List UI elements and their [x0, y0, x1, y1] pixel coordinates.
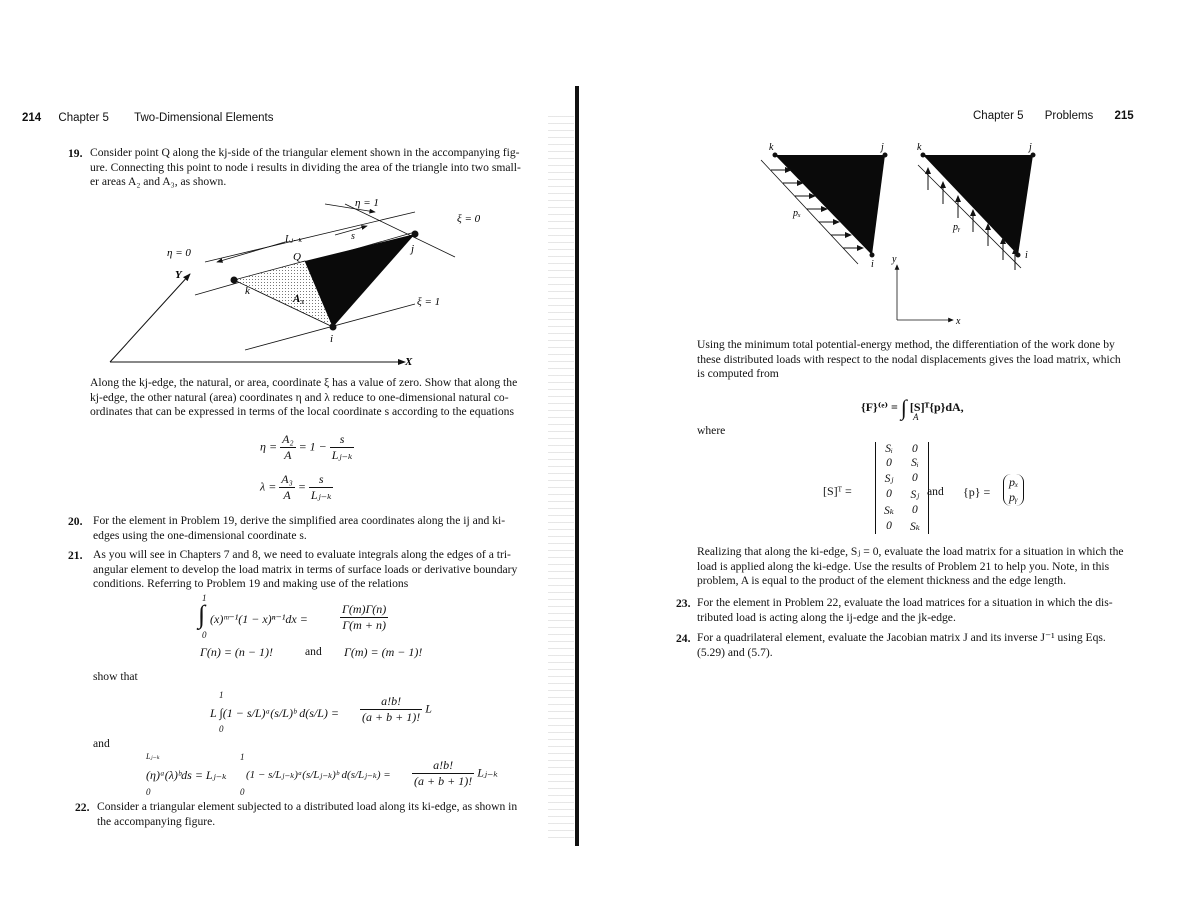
ST-cell: Sₖ	[909, 521, 920, 533]
problem-24-text	[697, 631, 1167, 660]
eq-lambda-frac1	[279, 472, 295, 503]
realizing-line: problem, A is equal to the product of the element thickness and the edge length.	[697, 574, 1066, 587]
problem-20-line: For the element in Problem 19, derive the simplified area coordinates along the ij and ki-	[93, 514, 506, 527]
ST-cell: Sᵢ	[885, 443, 893, 455]
res2-lower-b: 0	[240, 787, 245, 797]
label-k: k	[245, 285, 250, 297]
gamma-m: Γ(m) = (m − 1)!	[344, 645, 423, 659]
label-i-left: i	[871, 259, 874, 270]
result-2-frac	[412, 758, 498, 789]
problem-19-line: Consider point Q along the kj-side of the triangular element shown in the accompanying fig-	[90, 146, 520, 159]
F-lhs: {F}⁽ᵉ⁾ =	[861, 400, 898, 414]
p-vector	[1003, 474, 1024, 506]
problem-19-after-line: ordinates that can be expressed in terms of the local coordinate s according to the equations	[90, 405, 514, 418]
right-chapter-title: Problems	[1044, 110, 1094, 122]
label-k-right: k	[917, 142, 922, 153]
label-s: s	[351, 231, 355, 242]
node-k	[231, 277, 238, 284]
triangle-py	[923, 155, 1033, 255]
label-Q: Q	[293, 251, 301, 263]
ST-cell: Sₖ	[884, 505, 894, 517]
problem-24-number: 24.	[676, 632, 691, 645]
label-j-left: j	[881, 142, 884, 153]
intro-line: these distributed loads with respect to the nodal displacements gives the load matrix, which	[697, 352, 1121, 366]
F-sub: A	[913, 412, 919, 422]
left-header	[22, 112, 273, 124]
problem-20-text	[93, 514, 553, 543]
rel-frac	[340, 602, 388, 633]
label-k-left: k	[769, 142, 774, 153]
problem-19-text	[90, 146, 550, 190]
label-j: j	[411, 243, 415, 255]
realizing-line: Realizing that along the ki-edge, Sⱼ = 0, evaluate the load matrix for a situation in which the	[697, 545, 1124, 558]
intro-text	[697, 338, 1157, 382]
res2-upper-b: 1	[240, 752, 245, 762]
result-2-mid: (1 − s/Lⱼ₋ₖ)ᵃ(s/Lⱼ₋ₖ)ᵇ d(s/Lⱼ₋ₖ) =	[246, 769, 391, 781]
problem-21-line: As you will see in Chapters 7 and 8, we need to evaluate integrals along the edges of a tri-	[93, 548, 511, 561]
rel-den: Γ(m + n)	[342, 618, 386, 632]
F-integrand: [S]ᵀ{p}dA,	[909, 400, 964, 414]
ST-label: [S]ᵀ =	[823, 484, 852, 498]
label-j-right: j	[1029, 142, 1032, 153]
result-1-frac	[360, 694, 432, 725]
left-page	[0, 0, 578, 918]
label-x-small: x	[956, 316, 961, 327]
problem-21-number: 21.	[68, 549, 83, 562]
res2-tail: Lⱼ₋ₖ	[477, 765, 498, 780]
and-label: and	[93, 737, 110, 750]
eq-eta-num2: s	[330, 432, 355, 448]
rel-num: Γ(m)Γ(n)	[342, 602, 387, 616]
rel-lower: 0	[202, 630, 207, 640]
problem-20-line: edges using the one-dimensional coordinate s.	[93, 528, 307, 542]
triangle-figure	[105, 192, 485, 372]
eq-eta-lhs: η =	[260, 439, 278, 454]
node-k-left	[773, 153, 778, 158]
label-xi1: ξ = 1	[417, 296, 441, 308]
ST-cell: 0	[886, 457, 892, 469]
L-arrow	[217, 242, 285, 262]
res1-lower: 0	[219, 724, 224, 734]
ST-cell: 0	[886, 488, 892, 500]
problem-21-text	[93, 548, 553, 592]
result-1: L ∫(1 − s/L)ᵃ(s/L)ᵇ d(s/L) =	[210, 706, 339, 720]
y-axis	[110, 274, 190, 362]
p-y: pᵧ	[1009, 490, 1018, 504]
ST-cell: 0	[912, 443, 918, 455]
eq-lambda-den: A	[283, 488, 291, 502]
problem-19-line: er areas A₂ and A₃, as shown.	[90, 175, 227, 188]
and-word: and	[927, 485, 944, 498]
label-A3: A₃	[293, 293, 305, 305]
intro-line: is computed from	[697, 367, 779, 380]
gamma-n: Γ(n) = (n − 1)!	[200, 645, 274, 659]
p-x: pₓ	[1009, 475, 1019, 489]
eq-lambda-num2: s	[309, 472, 334, 488]
right-chapter: Chapter 5	[973, 110, 1024, 122]
res2-num: a!b!	[412, 758, 474, 774]
problem-22-line: Consider a triangular element subjected to a distributed load along its ki-edge, as shown in	[97, 800, 518, 813]
left-chapter: Chapter 5	[58, 112, 109, 124]
res1-num: a!b!	[360, 694, 422, 710]
right-page	[583, 0, 1188, 918]
problem-19-line: ure. Connecting this point to node i results in dividing the area of the triangle into two small-	[90, 160, 521, 174]
left-chapter-title: Two-Dimensional Elements	[134, 112, 274, 124]
triangle-px	[775, 155, 885, 255]
p-label: {p} =	[963, 485, 991, 499]
problem-24-line: (5.29) and (5.7).	[697, 645, 773, 659]
label-y-small: y	[892, 254, 897, 265]
equation-lambda	[260, 472, 333, 503]
problem-22-line: the accompanying figure.	[97, 814, 216, 828]
integral-sign: ∫	[198, 600, 206, 629]
res2-lower: 0	[146, 787, 151, 797]
eq-lambda-lhs: λ =	[260, 479, 277, 494]
gamma-and: and	[305, 645, 322, 658]
ST-cell: 0	[912, 504, 918, 516]
result-2-lhs: (η)ᵃ(λ)ᵇds = Lⱼ₋ₖ	[146, 768, 227, 782]
eq-lambda-mid: =	[297, 479, 306, 494]
label-i-right: i	[1025, 250, 1028, 261]
right-page-number: 215	[1114, 110, 1134, 122]
label-px: pₓ	[793, 208, 801, 219]
node-j-right	[1031, 153, 1036, 158]
problem-19-after	[90, 376, 550, 420]
problem-19-number: 19.	[68, 147, 83, 160]
ST-cell: Sⱼ	[910, 489, 920, 501]
eq-lambda-den2: Lⱼ₋ₖ	[310, 488, 332, 502]
ST-cell: 0	[912, 472, 918, 484]
eq-eta-mid: = 1 −	[298, 439, 327, 454]
problem-22-number: 22.	[75, 801, 90, 814]
problem-23-text	[697, 596, 1167, 625]
label-py: pᵧ	[953, 222, 961, 233]
where-label: where	[697, 424, 726, 437]
res1-den: (a + b + 1)!	[362, 710, 421, 724]
equation-eta	[260, 432, 354, 463]
node-i	[330, 324, 337, 331]
label-L: Lⱼ₋ₖ	[285, 234, 303, 245]
node-k-right	[921, 153, 926, 158]
res1-upper: 1	[219, 690, 224, 700]
problem-20-number: 20.	[68, 515, 83, 528]
book-spine	[575, 86, 579, 846]
label-i: i	[330, 333, 334, 345]
eq-eta-frac1	[280, 432, 296, 463]
node-j	[412, 231, 419, 238]
problem-21-line: conditions. Referring to Problem 19 and making use of the relations	[93, 577, 409, 590]
label-eta0: η = 0	[167, 247, 191, 259]
ST-cell: Sⱼ	[884, 473, 894, 485]
node-i-left	[870, 253, 875, 258]
problem-19-after-line: Along the kj-edge, the natural, or area, coordinate ξ has a value of zero. Show that along the	[90, 376, 518, 389]
eq-eta-den2: Lⱼ₋ₖ	[331, 448, 353, 462]
label-xi0: ξ = 0	[457, 213, 481, 225]
rel-integrand: (x)ᵐ⁻¹(1 − x)ⁿ⁻¹dx =	[210, 612, 308, 626]
eq-eta-den: A	[284, 448, 292, 462]
load-figure	[753, 140, 1053, 330]
label-Y: Y	[175, 269, 182, 281]
ST-cell: Sᵢ	[911, 457, 919, 469]
res2-upper: Lⱼ₋ₖ	[146, 752, 160, 761]
problem-23-line: For the element in Problem 22, evaluate the load matrices for a situation in which the dis-	[697, 596, 1113, 609]
problem-24-line: For a quadrilateral element, evaluate the Jacobian matrix J and its inverse J⁻¹ using Eqs.	[697, 631, 1106, 644]
problem-21-line: angular element to develop the load matrix in terms of surface loads or derivative boundary	[93, 562, 518, 576]
left-page-number: 214	[22, 112, 42, 124]
problem-23-line: tributed load is acting along the ij-edge and the jk-edge.	[697, 610, 956, 624]
eq-lambda-num: A₃	[281, 472, 293, 486]
ST-matrix	[875, 442, 929, 534]
intro-line: Using the minimum total potential-energy method, the differentiation of the work done by	[697, 338, 1115, 351]
problem-19-after-line: kj-edge, the other natural (area) coordinates η and λ reduce to one-dimensional natural co-	[90, 390, 509, 404]
realizing-text	[697, 545, 1167, 589]
label-X: X	[405, 356, 413, 368]
ST-cell: 0	[886, 520, 892, 532]
right-header	[973, 110, 1134, 122]
label-eta1: η = 1	[355, 197, 379, 209]
eq-eta-num: A₂	[282, 432, 294, 446]
node-i-right	[1016, 253, 1021, 258]
res2-den: (a + b + 1)!	[414, 774, 473, 788]
node-j-left	[883, 153, 888, 158]
show-that: show that	[93, 670, 138, 683]
eq-lambda-frac2	[309, 472, 334, 503]
eq-eta-frac2	[330, 432, 355, 463]
res1-tail: L	[425, 701, 432, 716]
gutter-shadow	[548, 110, 574, 840]
F-integral: ∫	[900, 395, 907, 420]
problem-22-text	[97, 800, 547, 829]
realizing-line: load is applied along the ki-edge. Use the results of Problem 21 to help you. Note, in this	[697, 559, 1110, 573]
rel-upper: 1	[202, 593, 207, 603]
problem-23-number: 23.	[676, 597, 691, 610]
